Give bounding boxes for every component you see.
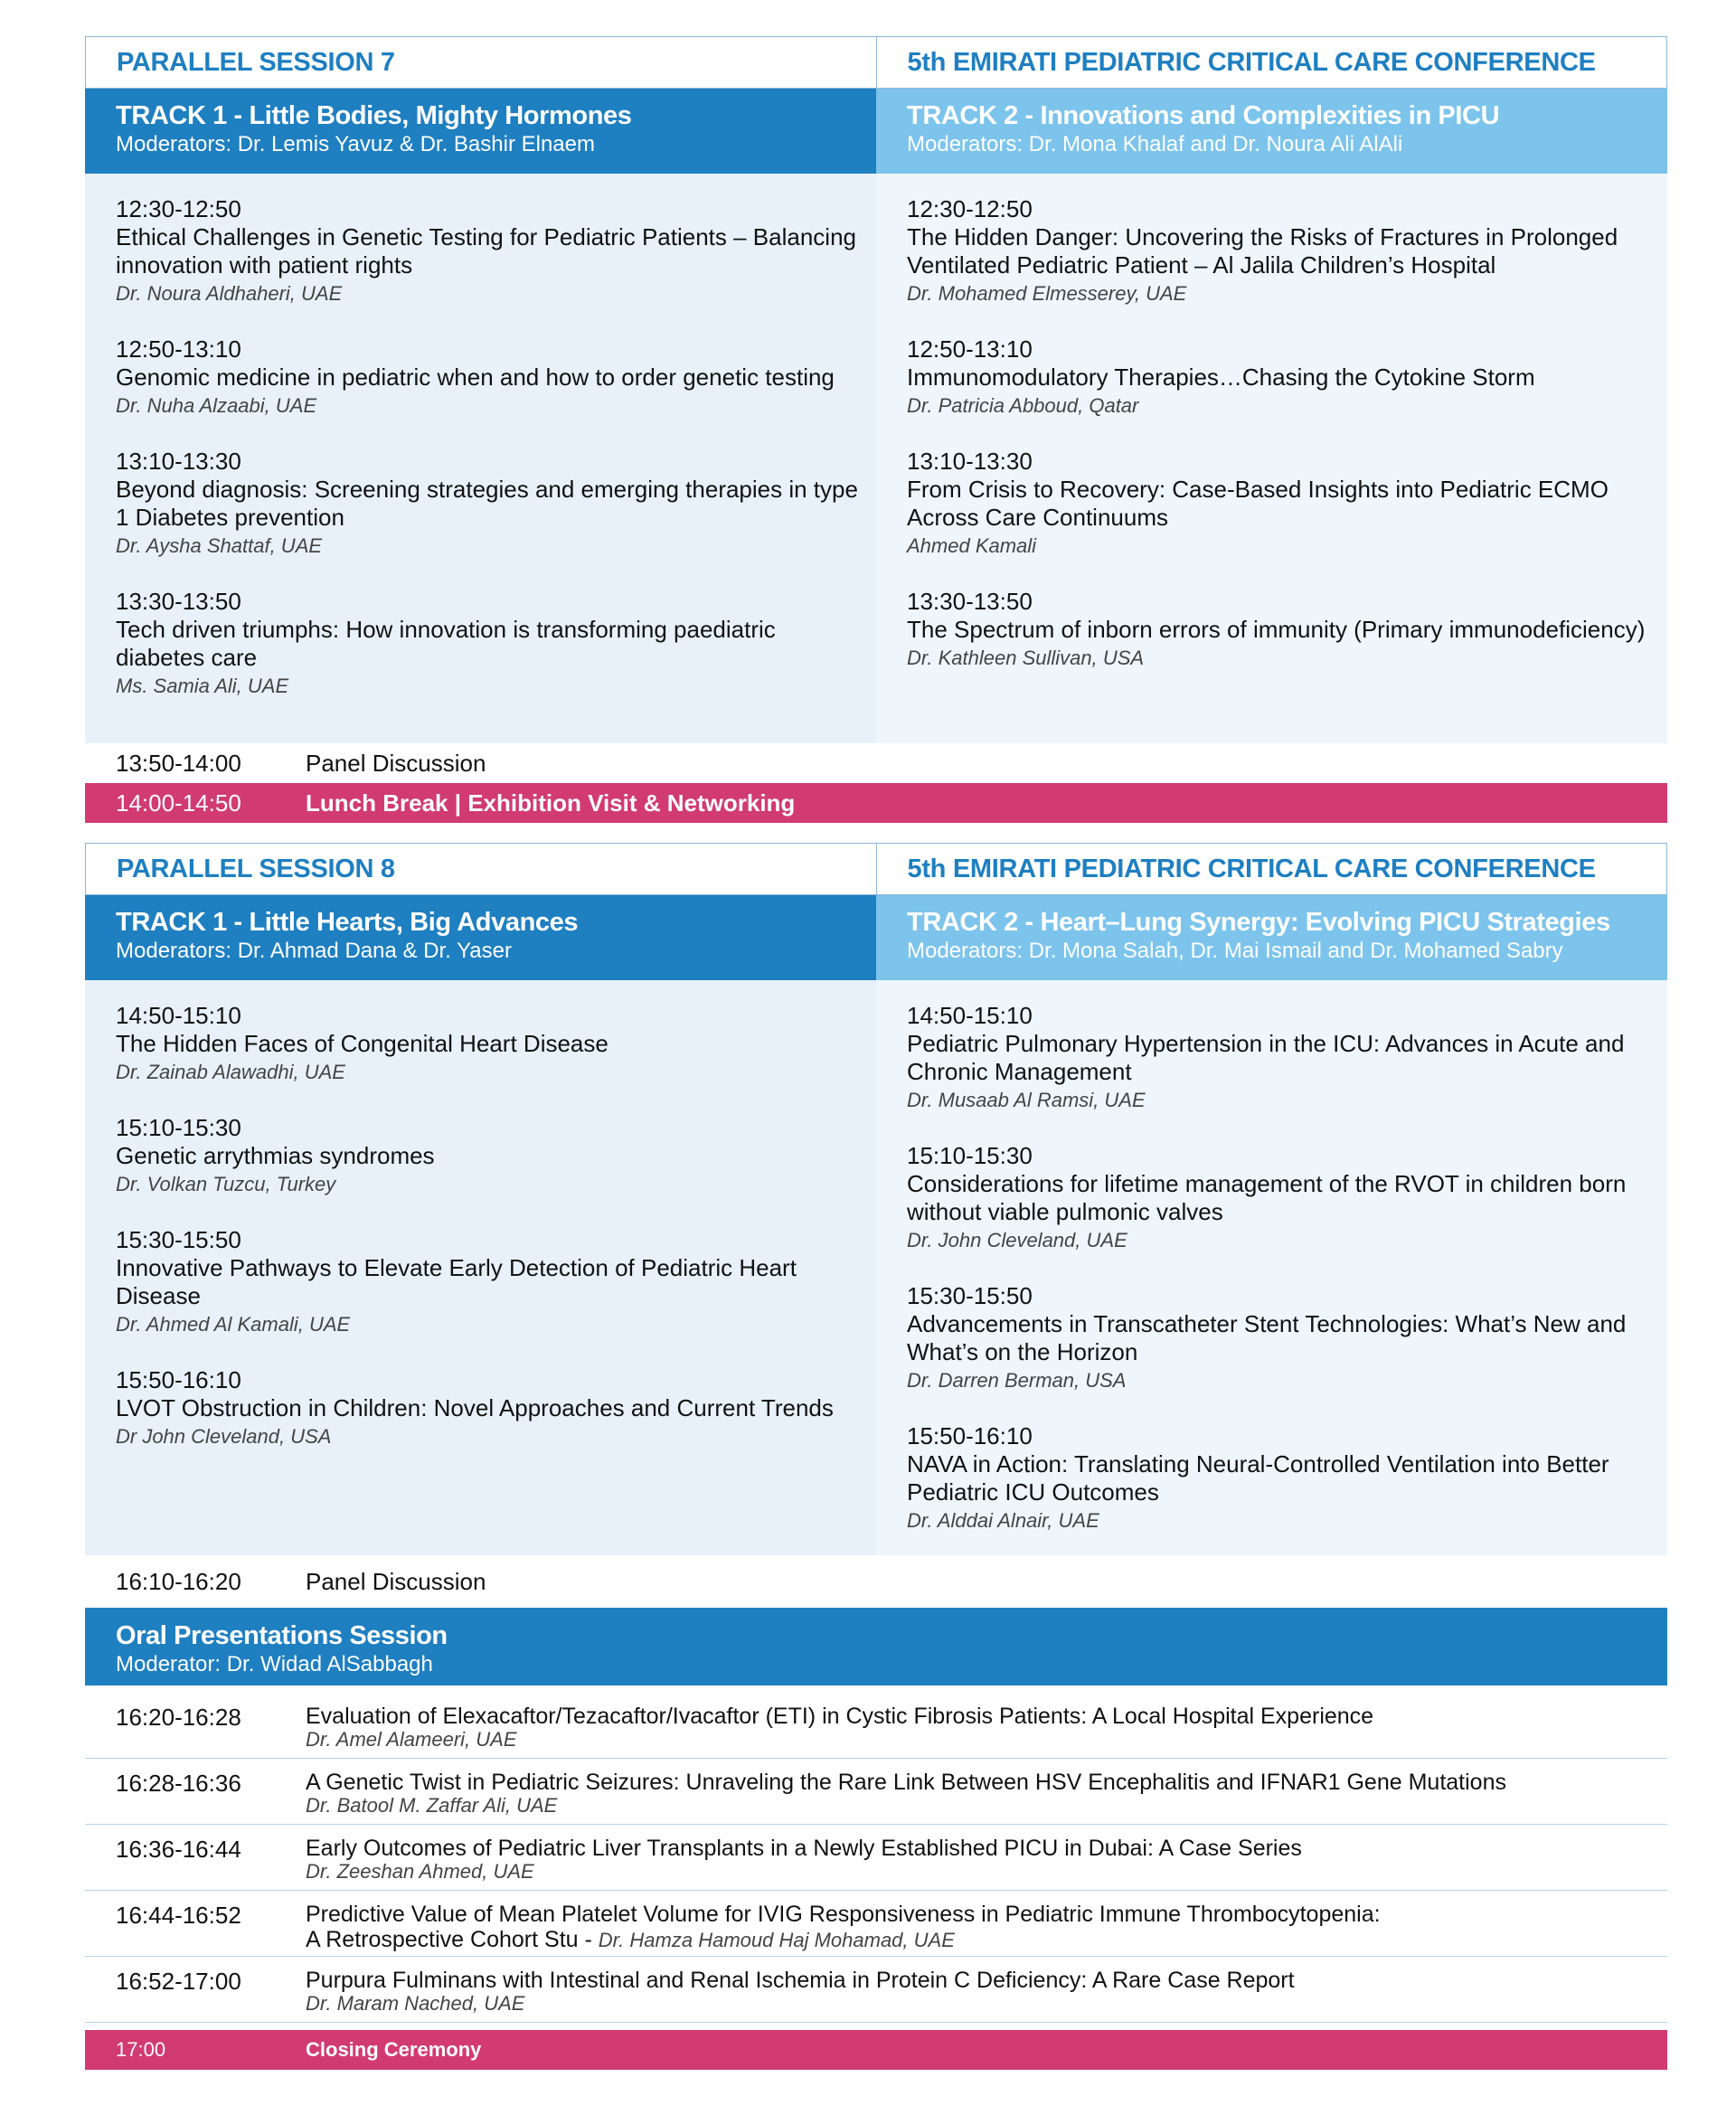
oral-moderator: Moderator: Dr. Widad AlSabbagh — [116, 1652, 433, 1676]
talk-speaker: Dr. Zainab Alawadhi, UAE — [116, 1061, 345, 1083]
oral-item — [85, 1957, 1667, 2023]
session7-title: PARALLEL SESSION 7 — [86, 37, 877, 88]
talk-time: 14:50-15:10 — [907, 1002, 1033, 1029]
talk-speaker: Dr. Patricia Abboud, Qatar — [907, 394, 1139, 417]
s8-panel-row — [85, 1555, 1667, 1608]
talk — [907, 1142, 1658, 1255]
row-label: Panel Discussion — [306, 1567, 486, 1595]
track-title: TRACK 1 - Little Hearts, Big Advances — [116, 908, 579, 937]
talk-time: 12:30-12:50 — [907, 195, 1033, 222]
talk-speaker: Ms. Samia Ali, UAE — [116, 675, 289, 697]
talk-time: 13:30-13:50 — [116, 588, 241, 615]
talk-title: Considerations for lifetime management of the RVOT in children born without viable pulmonic valves — [907, 1170, 1627, 1225]
talk — [907, 195, 1658, 308]
talk-title: Advancements in Transcatheter Stent Technologies: What’s New and What’s on the Horizon — [907, 1310, 1627, 1365]
talk — [907, 1282, 1658, 1395]
talk-time: 15:30-15:50 — [907, 1282, 1033, 1309]
talk-title: NAVA in Action: Translating Neural-Controlled Ventilation into Better Pediatric ICU Outcomes — [907, 1450, 1609, 1506]
talk-time: 15:10-15:30 — [116, 1114, 241, 1141]
talk-time: 15:10-15:30 — [907, 1142, 1033, 1169]
row-label: Closing Ceremony — [306, 2038, 482, 2061]
talk-speaker: Dr. Kathleen Sullivan, USA — [907, 647, 1145, 669]
talk-title: LVOT Obstruction in Children: Novel Approaches and Current Trends — [116, 1394, 834, 1421]
oral-time: 16:20-16:28 — [116, 1704, 241, 1731]
oral-item — [85, 1693, 1667, 1759]
talk-speaker: Dr. Volkan Tuzcu, Turkey — [116, 1173, 336, 1195]
talk-speaker: Dr. Alddai Alnair, UAE — [907, 1509, 1099, 1532]
track-moderators: Moderators: Dr. Mona Salah, Dr. Mai Ismail and Dr. Mohamed Sabry — [907, 939, 1563, 963]
talk-speaker: Dr. Aysha Shattaf, UAE — [116, 534, 323, 557]
s8-track1-header — [85, 895, 876, 980]
talk-speaker: Ahmed Kamali — [907, 534, 1037, 557]
talk-time: 13:30-13:50 — [907, 588, 1033, 615]
session8-title: PARALLEL SESSION 8 — [86, 844, 877, 894]
talk — [116, 588, 867, 701]
row-time: 17:00 — [116, 2038, 166, 2061]
oral-time: 16:36-16:44 — [116, 1836, 241, 1863]
row-label: Lunch Break | Exhibition Visit & Networking — [306, 788, 796, 817]
oral-speaker: Dr. Amel Alameeri, UAE — [306, 1728, 517, 1751]
session7-tracks — [85, 89, 1667, 174]
talk-title: The Hidden Faces of Congenital Heart Disease — [116, 1030, 609, 1057]
oral-time: 16:52-17:00 — [116, 1968, 241, 1995]
talk-speaker: Dr John Cleveland, USA — [116, 1425, 332, 1448]
oral-item: 16:44-16:52 Predictive Value of Mean Platelet Volume for IVIG Responsiveness in Pediatric Immune Thrombocytopenia: A Retrospective Cohort Stu - Dr. Hamza Hamoud Haj Mohamad, UAE — [85, 1891, 1667, 1957]
oral-item — [85, 1825, 1667, 1891]
talk-speaker: Dr. Ahmed Al Kamali, UAE — [116, 1313, 351, 1336]
row-time: 16:10-16:20 — [116, 1567, 241, 1595]
oral-item — [85, 1759, 1667, 1825]
oral-title-cont: A Retrospective Cohort Stu — [306, 1927, 579, 1952]
talk-title: Ethical Challenges in Genetic Testing for Pediatric Patients – Balancing innovation with patient rights — [116, 223, 856, 279]
talk-title: The Spectrum of inborn errors of immunity (Primary immunodeficiency) — [907, 616, 1646, 643]
session8-header — [85, 843, 1667, 895]
session7-conference: 5th EMIRATI PEDIATRIC CRITICAL CARE CONFERENCE — [907, 47, 1596, 77]
talk — [907, 588, 1658, 673]
talk-speaker: Dr. Noura Aldhaheri, UAE — [116, 282, 343, 305]
talk — [116, 335, 867, 420]
s7-panel-row — [85, 743, 1667, 783]
track-moderators: Moderators: Dr. Mona Khalaf and Dr. Noura Ali AlAli — [907, 132, 1403, 156]
talk-time: 15:50-16:10 — [907, 1422, 1033, 1449]
oral-speaker: Dr. Batool M. Zaffar Ali, UAE — [306, 1794, 558, 1817]
talk-time: 13:10-13:30 — [907, 448, 1033, 475]
s7-track2-talks — [876, 174, 1667, 743]
talk-speaker: Dr. John Cleveland, UAE — [907, 1229, 1127, 1251]
talk-speaker: Dr. Darren Berman, USA — [907, 1369, 1127, 1392]
s8-track2-header — [876, 895, 1667, 980]
talk — [907, 448, 1658, 561]
row-label: Panel Discussion — [306, 749, 486, 777]
session8-tracks — [85, 895, 1667, 980]
talk-time: 15:30-15:50 — [116, 1226, 241, 1253]
talk — [116, 195, 867, 308]
talk-title: Beyond diagnosis: Screening strategies and emerging therapies in type 1 Diabetes prevention — [116, 476, 858, 531]
track-title: TRACK 2 - Heart–Lung Synergy: Evolving PICU Strategies — [907, 908, 1610, 937]
session7-header — [85, 36, 1667, 89]
row-time: 14:00-14:50 — [116, 788, 241, 817]
talk-title: The Hidden Danger: Uncovering the Risks of Fractures in Prolonged Ventilated Pediatric Patient – Al Jalila Children’s Hospital — [907, 223, 1618, 279]
talk-time: 12:50-13:10 — [116, 335, 241, 363]
talk — [116, 1114, 867, 1199]
session7-body — [85, 174, 1667, 743]
talk-time: 13:10-13:30 — [116, 448, 241, 475]
oral-speaker: Dr. Maram Nached, UAE — [306, 1992, 525, 2015]
talk-title: Pediatric Pulmonary Hypertension in the ICU: Advances in Acute and Chronic Management — [907, 1030, 1625, 1085]
talk-speaker: Dr. Nuha Alzaabi, UAE — [116, 394, 317, 417]
oral-time: 16:44-16:52 — [116, 1902, 241, 1929]
talk-title: Immunomodulatory Therapies…Chasing the Cytokine Storm — [907, 364, 1535, 391]
talk — [907, 335, 1658, 420]
talk — [907, 1002, 1658, 1115]
session8-conference: 5th EMIRATI PEDIATRIC CRITICAL CARE CONFERENCE — [907, 854, 1596, 883]
oral-time: 16:28-16:36 — [116, 1770, 241, 1797]
talk-time: 15:50-16:10 — [116, 1366, 241, 1393]
oral-speaker: Dr. Hamza Hamoud Haj Mohamad, UAE — [598, 1929, 955, 1951]
oral-speaker: Dr. Zeeshan Ahmed, UAE — [306, 1860, 534, 1883]
track-title: TRACK 2 - Innovations and Complexities in PICU — [907, 101, 1500, 130]
talk-title: Genomic medicine in pediatric when and how to order genetic testing — [116, 364, 835, 391]
oral-title: Evaluation of Elexacaftor/Tezacaftor/Ivacaftor (ETI) in Cystic Fibrosis Patients: A Local Hospital Experience — [306, 1704, 1374, 1729]
session8-body — [85, 980, 1667, 1555]
talk-speaker: Dr. Musaab Al Ramsi, UAE — [907, 1089, 1146, 1111]
talk-speaker: Dr. Mohamed Elmesserey, UAE — [907, 282, 1187, 305]
program-page — [85, 36, 1667, 2070]
s7-track2-header — [876, 89, 1667, 174]
s7-track1-talks — [85, 174, 876, 743]
talk-time: 12:50-13:10 — [907, 335, 1033, 363]
talk — [116, 1366, 867, 1451]
s8-track2-talks — [876, 980, 1667, 1555]
oral-title: Purpura Fulminans with Intestinal and Renal Ischemia in Protein C Deficiency: A Rare Case Report — [306, 1968, 1295, 1993]
oral-title: A Genetic Twist in Pediatric Seizures: Unraveling the Rare Link Between HSV Encephalitis and IFNAR1 Gene Mutations — [306, 1770, 1506, 1795]
row-time: 13:50-14:00 — [116, 749, 241, 777]
talk-time: 14:50-15:10 — [116, 1002, 241, 1029]
lunch-break-row — [85, 783, 1667, 823]
talk — [116, 1002, 867, 1087]
oral-session-header — [85, 1608, 1667, 1685]
s7-track1-header — [85, 89, 876, 174]
talk-title: Innovative Pathways to Elevate Early Detection of Pediatric Heart Disease — [116, 1254, 797, 1309]
talk-title: Genetic arrythmias syndromes — [116, 1142, 435, 1169]
talk-title: From Crisis to Recovery: Case-Based Insights into Pediatric ECMO Across Care Continuums — [907, 476, 1609, 531]
s8-track1-talks — [85, 980, 876, 1555]
track-title: TRACK 1 - Little Bodies, Mighty Hormones — [116, 101, 632, 130]
talk — [907, 1422, 1658, 1535]
track-moderators: Moderators: Dr. Lemis Yavuz & Dr. Bashir Elnaem — [116, 132, 595, 156]
talk-title: Tech driven triumphs: How innovation is transforming paediatric diabetes care — [116, 616, 776, 671]
talk — [116, 1226, 867, 1339]
talk — [116, 448, 867, 561]
oral-title: Oral Presentations Session — [116, 1621, 448, 1650]
oral-title: Predictive Value of Mean Platelet Volume for IVIG Responsiveness in Pediatric Immune Thrombocytopenia: — [306, 1902, 1381, 1927]
talk-time: 12:30-12:50 — [116, 195, 241, 222]
closing-row — [85, 2030, 1667, 2070]
oral-title: Early Outcomes of Pediatric Liver Transplants in a Newly Established PICU in Dubai: A Case Series — [306, 1836, 1302, 1861]
track-moderators: Moderators: Dr. Ahmad Dana & Dr. Yaser — [116, 939, 512, 963]
